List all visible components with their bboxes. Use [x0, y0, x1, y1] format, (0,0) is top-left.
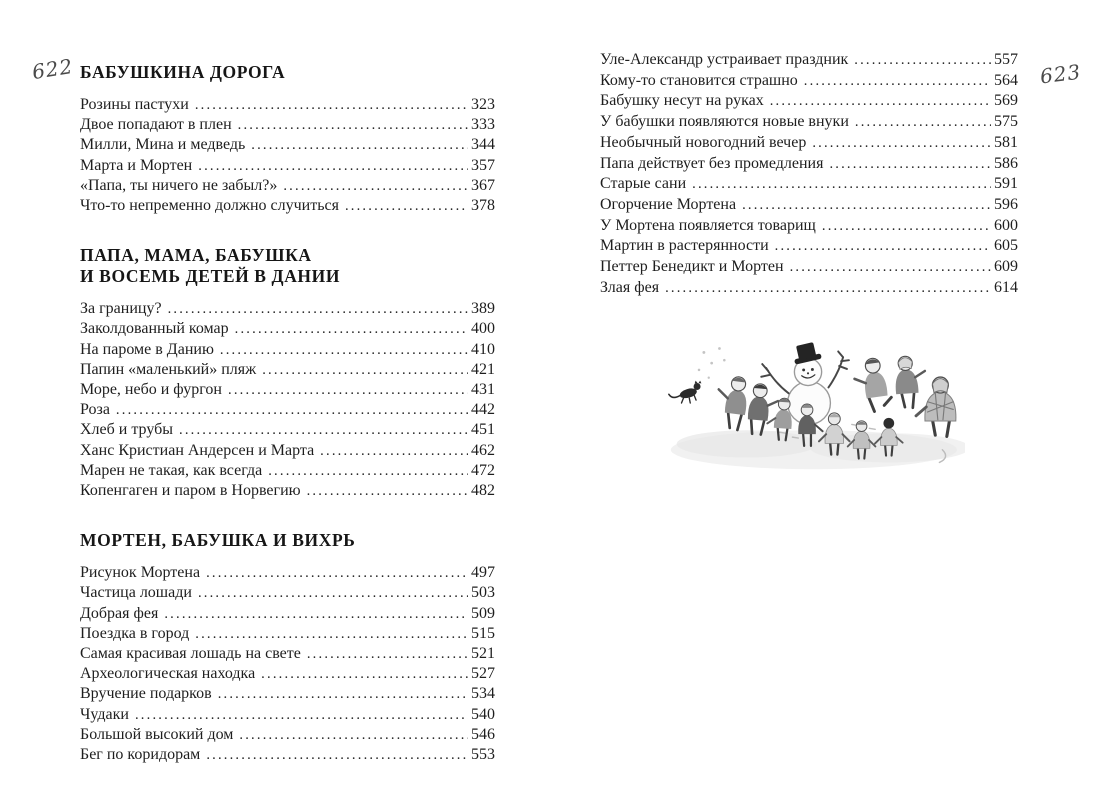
- dot-leader: [116, 400, 468, 420]
- dot-leader: [345, 196, 468, 216]
- toc-entry: [600, 71, 1018, 92]
- toc-section-heading: БАБУШКИНА ДОРОГА: [80, 62, 286, 82]
- toc-entry-title: Уле-Александр устраивает праздник: [600, 51, 849, 68]
- toc-entry-page: 509: [471, 604, 495, 622]
- dot-leader: [307, 644, 468, 664]
- toc-entry: [80, 684, 495, 704]
- toc-entry: [600, 50, 1018, 71]
- toc-entry-page: 521: [471, 645, 495, 663]
- toc-entry-page: 600: [994, 216, 1018, 234]
- toc-entry-page: 451: [471, 421, 495, 439]
- toc-entry-page: 410: [471, 340, 495, 358]
- toc-section-heading: МОРТЕН, БАБУШКА И ВИХРЬ: [80, 530, 356, 551]
- dot-leader: [665, 278, 991, 299]
- toc-entry: [80, 299, 495, 319]
- toc-entry-page: 389: [471, 300, 495, 318]
- toc-entry-page: 614: [994, 278, 1018, 296]
- toc-entry: [80, 624, 495, 644]
- toc-entry-page: 333: [471, 116, 495, 134]
- handwritten-folio-left: 622: [30, 53, 75, 85]
- toc-entry: [80, 340, 495, 360]
- dot-leader: [307, 481, 468, 501]
- toc-entry: [80, 604, 495, 624]
- toc-entry-title: Что-то непременно должно случиться: [80, 197, 339, 215]
- dot-leader: [218, 684, 468, 704]
- toc-entry-title: Кому-то становится страшно: [600, 71, 798, 89]
- cat-icon: [669, 381, 702, 403]
- toc-entry: [80, 115, 495, 135]
- toc-entry-title: Марен не такая, как всегда: [80, 461, 263, 479]
- toc-entry-title: Чудаки: [80, 705, 129, 723]
- toc-entry: [80, 441, 495, 461]
- toc-entry-title: Огорчение Мортена: [600, 195, 737, 213]
- toc-entry-page: 472: [471, 461, 495, 479]
- dot-leader: [135, 705, 468, 725]
- toc-entry: [80, 725, 495, 745]
- toc-entry: [80, 664, 495, 684]
- dot-leader: [261, 664, 468, 684]
- toc-entry-title: Розины пастухи: [80, 96, 189, 113]
- toc-entry-title: Злая фея: [600, 278, 660, 296]
- dot-leader: [164, 604, 468, 624]
- toc-entry-title: Рисунок Мортена: [80, 564, 201, 582]
- toc-entry-page: 569: [994, 92, 1018, 110]
- dot-leader: [692, 174, 991, 195]
- toc-entry-title: Бабушку несут на руках: [600, 92, 764, 110]
- toc-entry-title: Старые сани: [600, 175, 687, 193]
- dot-leader: [855, 112, 991, 133]
- dot-leader: [220, 340, 468, 360]
- dot-leader: [239, 725, 468, 745]
- toc-left-page: [80, 0, 495, 794]
- toc-entry-title: У бабушки появляются новые внуки: [600, 113, 849, 131]
- toc-entry-title: Бег по коридорам: [80, 746, 201, 764]
- toc-entry: [600, 174, 1018, 195]
- toc-entry-page: 421: [471, 360, 495, 378]
- toc-entry: [600, 216, 1018, 237]
- dot-leader: [790, 257, 991, 278]
- toc-entry-title: «Папа, ты ничего не забыл?»: [80, 176, 278, 194]
- toc-entry: [80, 705, 495, 725]
- toc-entry-title: Мартин в растерянности: [600, 237, 769, 255]
- toc-entry: [80, 176, 495, 196]
- toc-entry-page: 378: [471, 197, 495, 215]
- toc-entry: [80, 481, 495, 501]
- toc-entry: [600, 195, 1018, 216]
- dot-leader: [195, 95, 468, 115]
- dancer-icon: [714, 375, 750, 431]
- toc-entry: [80, 380, 495, 400]
- snow-speckles-icon: [698, 348, 726, 380]
- toc-entry-page: 442: [471, 401, 495, 419]
- toc-entry-page: 515: [471, 624, 495, 642]
- toc-entry-title: Копенгаген и паром в Норвегию: [80, 482, 301, 500]
- toc-entry-page: 546: [471, 725, 495, 743]
- toc-entry: [80, 461, 495, 481]
- dot-leader: [283, 176, 468, 196]
- dot-leader: [198, 583, 468, 603]
- toc-entry-title: Папа действует без промедления: [600, 154, 824, 172]
- toc-entry: [80, 583, 495, 603]
- toc-entry-title: Двое попадают в плен: [80, 116, 232, 134]
- toc-entry-page: 462: [471, 441, 495, 459]
- toc-entry: [80, 644, 495, 664]
- dot-leader: [262, 360, 468, 380]
- dot-leader: [206, 563, 468, 583]
- dot-leader: [235, 319, 468, 339]
- dot-leader: [268, 461, 468, 481]
- dot-leader: [775, 236, 991, 257]
- dot-leader: [320, 441, 468, 461]
- snowman-dance-illustration: [653, 331, 965, 477]
- toc-entry-title: Хлеб и трубы: [80, 421, 173, 439]
- toc-entry-page: 344: [471, 136, 495, 154]
- dot-leader: [829, 154, 991, 175]
- toc-entry-title: За границу?: [80, 300, 162, 318]
- toc-entry-title: Вручение подарков: [80, 685, 212, 703]
- toc-entry-page: 431: [471, 381, 495, 399]
- toc-entry-title: Частица лошади: [80, 584, 192, 602]
- toc-entry: [600, 112, 1018, 133]
- toc-entry-title: Море, небо и фургон: [80, 381, 222, 399]
- toc-entry-title: Археологическая находка: [80, 665, 256, 683]
- dancer-icon: [916, 378, 956, 437]
- toc-entry: [600, 133, 1018, 154]
- toc-entry-page: 564: [994, 71, 1018, 89]
- toc-entry-title: У Мортена появляется товарищ: [600, 216, 816, 234]
- dot-leader: [812, 133, 991, 154]
- toc-entry-title: На пароме в Данию: [80, 340, 214, 358]
- toc-section: [80, 530, 495, 765]
- toc-entry-page: 357: [471, 156, 495, 174]
- toc-entry: [600, 91, 1018, 112]
- toc-entry-page: 553: [471, 746, 495, 764]
- toc-entry-page: 557: [994, 51, 1018, 68]
- toc-entry: [600, 154, 1018, 175]
- dot-leader: [822, 216, 991, 237]
- toc-entry: [80, 563, 495, 583]
- toc-entry-title: Самая красивая лошадь на свете: [80, 645, 301, 663]
- toc-entry-page: 596: [994, 195, 1018, 213]
- toc-entry-title: Роза: [80, 401, 110, 419]
- toc-entry-page: 605: [994, 237, 1018, 255]
- toc-entry-page: 400: [471, 320, 495, 338]
- toc-entry: [80, 360, 495, 380]
- toc-entry-page: 591: [994, 175, 1018, 193]
- toc-entry-page: 575: [994, 113, 1018, 131]
- dot-leader: [195, 624, 468, 644]
- toc-entry: [600, 236, 1018, 257]
- toc-entry-title: Поездка в город: [80, 624, 190, 642]
- toc-entry: [80, 135, 495, 155]
- dot-leader: [251, 135, 468, 155]
- toc-entry-title: Добрая фея: [80, 604, 159, 622]
- toc-entry-title: Необычный новогодний вечер: [600, 133, 807, 151]
- dot-leader: [770, 91, 991, 112]
- toc-entry: [80, 95, 495, 115]
- toc-entry-page: 503: [471, 584, 495, 602]
- toc-right-page: [600, 0, 1018, 477]
- toc-entry-title: Папин «маленький» пляж: [80, 360, 257, 378]
- toc-entry-page: 527: [471, 665, 495, 683]
- dancer-icon: [746, 383, 779, 436]
- toc-entry-title: Милли, Мина и медведь: [80, 136, 246, 154]
- toc-right-entries: [600, 50, 1018, 298]
- toc-section-heading: ПАПА, МАМА, БАБУШКА И ВОСЕМЬ ДЕТЕЙ В ДАНИИ: [80, 245, 341, 287]
- dot-leader: [228, 380, 468, 400]
- toc-entry: [80, 319, 495, 339]
- toc-entry-page: 367: [471, 176, 495, 194]
- dot-leader: [168, 299, 468, 319]
- toc-entry-page: 609: [994, 258, 1018, 276]
- dot-leader: [198, 156, 468, 176]
- toc-entry-title: Заколдованный комар: [80, 320, 229, 338]
- dot-leader: [206, 745, 468, 765]
- dancer-icon: [893, 355, 927, 409]
- toc-entry: [80, 745, 495, 765]
- dancer-icon: [852, 357, 893, 414]
- dot-leader: [238, 115, 468, 135]
- toc-entry-page: 534: [471, 685, 495, 703]
- toc-entry: [600, 257, 1018, 278]
- toc-section: [80, 62, 495, 216]
- toc-section: [80, 245, 495, 501]
- dot-leader: [179, 420, 468, 440]
- dot-leader: [804, 71, 991, 92]
- toc-entry: [80, 400, 495, 420]
- toc-entry-page: 586: [994, 154, 1018, 172]
- toc-entry: [80, 156, 495, 176]
- toc-entry-title: Петтер Бенедикт и Мортен: [600, 258, 784, 276]
- toc-entry-page: 323: [471, 96, 495, 113]
- toc-entry-page: 482: [471, 482, 495, 500]
- toc-entry-page: 581: [994, 133, 1018, 151]
- toc-entry: [80, 196, 495, 216]
- toc-entry-page: 540: [471, 705, 495, 723]
- toc-entry-page: 497: [471, 564, 495, 582]
- handwritten-folio-right: 623: [1038, 59, 1083, 89]
- toc-entry-title: Ханс Кристиан Андерсен и Марта: [80, 441, 315, 459]
- toc-entry-title: Большой высокий дом: [80, 725, 234, 743]
- toc-entry-title: Марта и Мортен: [80, 156, 193, 174]
- dot-leader: [742, 195, 991, 216]
- toc-entry: [80, 420, 495, 440]
- dot-leader: [854, 50, 991, 71]
- toc-entry: [600, 278, 1018, 299]
